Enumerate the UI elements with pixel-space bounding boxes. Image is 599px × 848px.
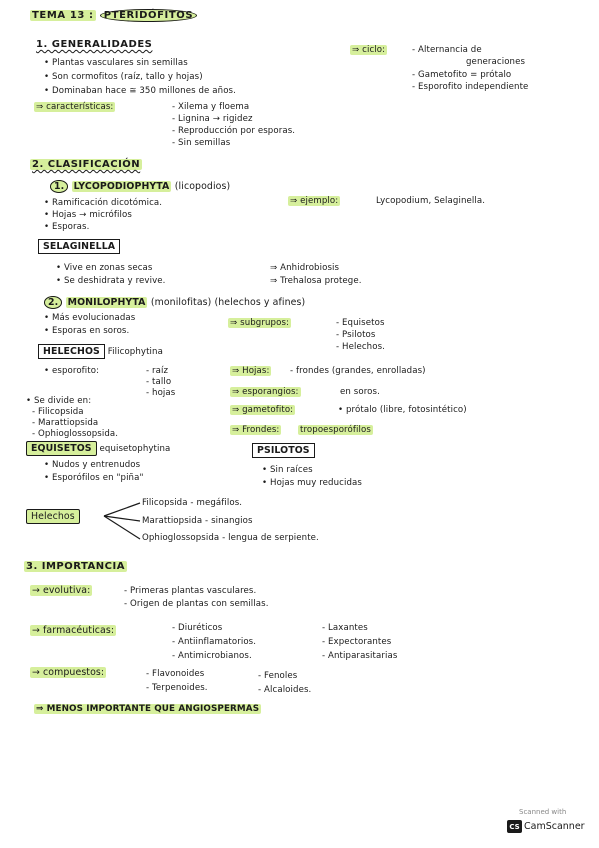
farm-right-3: - Antiparasitarias [322,651,398,661]
monilophyta-heading: 2. MONILOPHYTA (monilofitas) (helechos y afines) [44,297,305,308]
psilotos-box: PSILOTOS [252,443,315,458]
evolutiva-2: - Origen de plantas con semillas. [124,599,269,609]
evolutiva-label: → evolutiva: [32,585,91,596]
sel-bullet-2: • Se deshidrata y revive. [56,276,166,286]
comp-right-1: - Fenoles [258,671,298,681]
ciclo-line-2: generaciones [466,57,526,67]
esporofito-1: - raíz [146,366,169,376]
esporofito-3: - hojas [146,388,176,398]
eq-bullet-2: • Esporófilos en "piña" [44,473,144,483]
carac-item-1: - Xilema y floema [172,102,250,112]
divide-2: - Marattiopsida [32,418,99,428]
eq-bullet-1: • Nudos y entrenudos [44,460,141,470]
farm-left-2: - Antiinflamatorios. [172,637,257,647]
divide-1: - Filicopsida [32,407,84,417]
helechos-heading: HELECHOS Filicophytina [38,346,163,358]
mono-bullet-1: • Más evolucionadas [44,313,136,323]
section-1-heading: 1. GENERALIDADES [36,39,153,50]
divide-3: - Ophioglossopsida. [32,429,119,439]
evolutiva-1: - Primeras plantas vasculares. [124,586,257,596]
ciclo-line-1: - Alternancia de [412,45,482,55]
title-pteridofitos: PTERIDÓFITOS [100,9,197,22]
branch-marattiopsida: Marattiopsida - sinangios [142,516,253,526]
frondes-text: tropoesporófilos [300,425,371,435]
title-tema: TEMA 13 : [32,10,94,21]
farmaceuticas-label: → farmacéuticas: [32,625,115,636]
compuestos-label: → compuestos: [32,667,105,678]
esporangios-text: en soros. [340,387,380,397]
badge-main [507,820,585,833]
farm-left-3: - Antimicrobianos. [172,651,252,661]
frondes-label: ⇒ Frondes: [232,425,280,435]
ciclo-line-4: - Esporofito independiente [412,82,529,92]
ciclo-line-3: - Gametofito = prótalo [412,70,512,80]
esporofito-label: • esporofito: [44,366,100,376]
comp-right-2: - Alcaloides. [258,685,312,695]
divide-label: • Se divide en: [26,396,92,406]
anhidrobiosis: ⇒ Anhidrobiosis [270,263,340,273]
s1-bullet-1: • Plantas vasculares sin semillas [44,58,188,68]
lyco-bullet-1: • Ramificación dicotómica. [44,198,163,208]
camscanner-badge [505,808,587,840]
hojas-text: - frondes (grandes, enrolladas) [290,366,426,376]
ps-bullet-2: • Hojas muy reducidas [262,478,362,488]
hojas-label: ⇒ Hojas: [232,366,270,376]
final-note: ⇒ MENOS IMPORTANTE QUE ANGIOSPERMAS [36,704,260,714]
lyco-bullet-3: • Esporas. [44,222,90,232]
section-3-heading: 3. IMPORTANCIA [26,561,125,572]
s1-bullet-3: • Dominaban hace ≅ 350 millones de años. [44,86,236,96]
equisetos-heading: EQUISETOS equisetophytina [26,443,170,455]
sel-bullet-1: • Vive en zonas secas [56,263,153,273]
gametofito-label: ⇒ gametofito: [232,405,294,415]
gametofito-text: • prótalo (libre, fotosintético) [338,405,467,415]
subgrupo-1: - Equisetos [336,318,385,328]
subgrupos-label: ⇒ subgrupos: [230,318,290,328]
subgrupo-3: - Helechos. [336,342,385,352]
farm-right-2: - Expectorantes [322,637,392,647]
lyco-bullet-2: • Hojas → micrófilos [44,210,132,220]
ciclo-label: ⇒ ciclo: [352,45,386,55]
farm-right-1: - Laxantes [322,623,368,633]
selaginella-box: SELAGINELLA [38,239,120,254]
ejemplo-label: ⇒ ejemplo: [290,196,339,206]
s1-bullet-2: • Son cormofitos (raíz, tallo y hojas) [44,72,203,82]
trehalosa: ⇒ Trehalosa protege. [270,276,362,286]
esporangios-label: ⇒ esporangios: [232,387,299,397]
ps-bullet-1: • Sin raíces [262,465,313,475]
camscanner-icon: CS [507,820,522,833]
section-2-heading: 2. CLASIFICACIÓN [32,159,141,170]
mono-bullet-2: • Esporas en soros. [44,326,130,336]
helechos-box: Helechos [26,509,80,524]
branch-ophioglossopsida: Ophioglossopsida - lengua de serpiente. [142,533,319,543]
esporofito-2: - tallo [146,377,172,387]
subgrupo-2: - Psilotos [336,330,376,340]
carac-item-2: - Lignina → rigidez [172,114,253,124]
branch-filicopsida: Filicopsida - megáfilos. [142,498,243,508]
ejemplo-text: Lycopodium, Selaginella. [376,196,486,206]
badge-scanned-with: Scanned with [519,808,567,816]
carac-item-3: - Reproducción por esporas. [172,126,296,136]
carac-item-4: - Sin semillas [172,138,231,148]
comp-left-1: - Flavonoides [146,669,205,679]
comp-left-2: - Terpenoides. [146,683,208,693]
badge-camscanner-text: CamScanner [524,821,585,832]
farm-left-1: - Diuréticos [172,623,223,633]
caracteristicas-label: ⇒ características: [36,102,114,112]
lycopodiophyta-heading: 1. LYCOPODIOPHYTA (licopodios) [50,181,230,192]
